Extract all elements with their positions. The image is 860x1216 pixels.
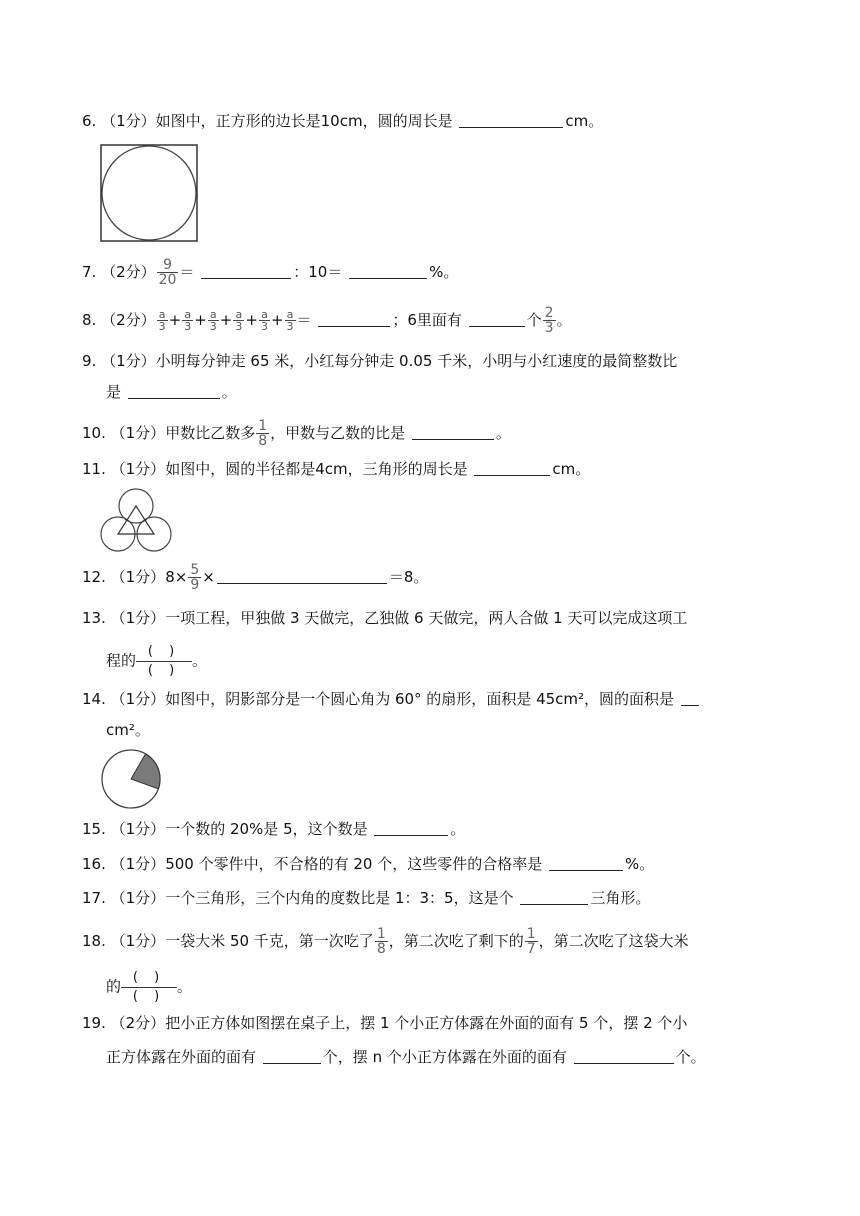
fraction-term: $\frac{a}{3}$ xyxy=(260,308,268,333)
answer-blank[interactable] xyxy=(374,819,448,836)
circle-sector-figure xyxy=(100,748,166,810)
square-circle-figure xyxy=(100,144,198,242)
question-text: ＝8。 xyxy=(388,568,429,586)
question-text: 如图中，正方形的边长是10cm，圆的周长是 xyxy=(155,112,453,130)
question-18-continued xyxy=(106,971,192,1003)
answer-blank[interactable] xyxy=(128,382,220,399)
question-number: 8. xyxy=(82,311,97,329)
question-score: （1分） xyxy=(110,889,166,907)
answer-blank[interactable] xyxy=(469,310,525,327)
question-number: 7. xyxy=(82,263,97,281)
question-number: 6. xyxy=(82,112,97,130)
fraction: $\frac{1}{8}$ xyxy=(376,926,386,957)
question-score: （2分） xyxy=(110,1014,166,1032)
unit-text: %。 xyxy=(625,855,655,873)
question-number: 18. xyxy=(82,932,106,950)
question-7 xyxy=(82,258,458,287)
question-19-continued xyxy=(106,1046,706,1068)
unit-text: 个。 xyxy=(675,1048,706,1066)
equals-sign: ＝ xyxy=(179,263,195,281)
answer-blank[interactable] xyxy=(349,262,427,279)
question-text: 是 xyxy=(106,383,122,401)
question-score: （1分） xyxy=(110,820,166,838)
three-circles-triangle-figure xyxy=(99,486,173,554)
fraction: $\frac{5}{9}$ xyxy=(190,562,200,593)
question-text: 如图中，圆的半径都是4cm，三角形的周长是 xyxy=(165,460,468,478)
times-sign: × xyxy=(202,568,215,586)
question-number: 16. xyxy=(82,855,106,873)
question-15 xyxy=(82,818,465,840)
question-text: 个，摆 n 个小正方体露在外面的面有 xyxy=(322,1048,567,1066)
question-17 xyxy=(82,887,650,909)
question-14-continued xyxy=(106,719,150,741)
period: 。 xyxy=(221,383,237,401)
fraction: $\frac{2}{3}$ xyxy=(544,305,554,336)
question-text: 正方体露在外面的面有 xyxy=(106,1048,257,1066)
question-text: 把小正方体如图摆在桌子上，摆 1 个小正方体露在外面的面有 5 个，摆 2 个小 xyxy=(165,1014,688,1032)
fraction: $\frac{1}{8}$ xyxy=(258,418,268,449)
question-text: ，第二次吃了这袋大米 xyxy=(538,932,689,950)
fraction: $\frac{9}{20}$ xyxy=(158,257,177,288)
paren-fraction-blank[interactable]: ( ) ( ) xyxy=(121,971,177,1003)
question-9 xyxy=(82,350,677,372)
question-8 xyxy=(82,306,572,335)
plus-sign: + xyxy=(194,311,207,329)
answer-blank[interactable] xyxy=(412,423,494,440)
question-text: 程的 xyxy=(106,651,137,670)
answer-blank[interactable] xyxy=(549,854,623,871)
fraction-term: $\frac{a}{3}$ xyxy=(286,308,294,333)
question-6 xyxy=(82,110,603,132)
fraction-term: $\frac{a}{3}$ xyxy=(235,308,243,333)
question-score: （1分） xyxy=(110,424,166,442)
question-number: 14. xyxy=(82,690,106,708)
unit-text: cm。 xyxy=(552,460,591,478)
question-score: （1分） xyxy=(110,609,166,627)
question-text: 甲数比乙数多 xyxy=(165,424,256,442)
answer-blank[interactable] xyxy=(318,310,390,327)
question-score: （1分） xyxy=(110,690,166,708)
plus-sign: + xyxy=(245,311,258,329)
equals-sign: ＝ xyxy=(296,311,312,329)
answer-blank[interactable] xyxy=(459,111,563,128)
question-number: 19. xyxy=(82,1014,106,1032)
ratio-text: ：10＝ xyxy=(293,263,343,281)
question-number: 9. xyxy=(82,352,97,370)
question-score: （1分） xyxy=(110,855,166,873)
question-score: （1分） xyxy=(110,932,166,950)
question-text: 一个数的 20%是 5，这个数是 xyxy=(165,820,368,838)
answer-blank[interactable] xyxy=(474,459,550,476)
question-text: 的 xyxy=(106,977,122,996)
paren-fraction-blank[interactable]: ( ) ( ) xyxy=(136,645,192,677)
question-text: 小明每分钟走 65 米，小红每分钟走 0.05 千米，小明与小红速度的最简整数比 xyxy=(155,352,678,370)
question-10 xyxy=(82,419,511,448)
unit-text: cm。 xyxy=(565,112,604,130)
question-score: （1分） xyxy=(110,460,166,478)
fraction-term: $\frac{a}{3}$ xyxy=(184,308,192,333)
answer-blank[interactable] xyxy=(574,1047,674,1064)
question-14 xyxy=(82,688,701,710)
unit-text: %。 xyxy=(429,263,459,281)
question-text: 一项工程，甲独做 3 天做完，乙独做 6 天做完，两人合做 1 天可以完成这项工 xyxy=(165,609,688,627)
question-9-continued xyxy=(106,381,237,403)
question-text: ，第二次吃了剩下的 xyxy=(388,932,524,950)
question-score: （1分） xyxy=(110,568,166,586)
plus-sign: + xyxy=(219,311,233,329)
question-text: 三角形。 xyxy=(590,889,651,907)
period: 。 xyxy=(556,311,572,329)
question-text: 一袋大米 50 千克，第一次吃了 xyxy=(165,932,374,950)
question-19 xyxy=(82,1012,687,1034)
unit-text: 个 xyxy=(526,311,542,329)
question-number: 10. xyxy=(82,424,106,442)
question-score: （2分） xyxy=(101,311,156,329)
period: 。 xyxy=(450,820,466,838)
question-13 xyxy=(82,607,687,629)
question-score: （2分） xyxy=(101,263,156,281)
question-number: 12. xyxy=(82,568,106,586)
question-13-continued xyxy=(106,645,207,677)
question-text: ；6里面有 xyxy=(392,311,462,329)
question-text: 500 个零件中，不合格的有 20 个，这些零件的合格率是 xyxy=(165,855,543,873)
answer-blank[interactable] xyxy=(681,689,699,706)
question-score: （1分） xyxy=(101,352,156,370)
question-text: ，甲数与乙数的比是 xyxy=(270,424,406,442)
period: 。 xyxy=(495,424,511,442)
unit-text: cm²。 xyxy=(106,721,150,739)
question-11 xyxy=(82,458,590,480)
question-16 xyxy=(82,853,654,875)
period: 。 xyxy=(177,977,193,996)
period: 。 xyxy=(192,651,208,670)
fraction: $\frac{1}{7}$ xyxy=(526,926,536,957)
fraction-term: $\frac{a}{3}$ xyxy=(158,308,166,333)
question-number: 11. xyxy=(82,460,106,478)
question-number: 13. xyxy=(82,609,106,627)
fraction-term: $\frac{a}{3}$ xyxy=(209,308,217,333)
answer-blank[interactable] xyxy=(201,262,291,279)
question-12 xyxy=(82,563,428,592)
plus-sign: + xyxy=(168,311,182,329)
answer-blank[interactable] xyxy=(217,567,387,584)
question-number: 15. xyxy=(82,820,106,838)
question-number: 17. xyxy=(82,889,106,907)
question-18 xyxy=(82,927,689,956)
question-text: 如图中，阴影部分是一个圆心角为 60° 的扇形，面积是 45cm²，圆的面积是 xyxy=(165,690,675,708)
question-text: 8× xyxy=(165,568,188,586)
plus-sign: + xyxy=(270,311,284,329)
answer-blank[interactable] xyxy=(520,888,588,905)
question-text: 一个三角形，三个内角的度数比是 1：3：5，这是个 xyxy=(165,889,514,907)
question-score: （1分） xyxy=(101,112,156,130)
answer-blank[interactable] xyxy=(263,1047,321,1064)
